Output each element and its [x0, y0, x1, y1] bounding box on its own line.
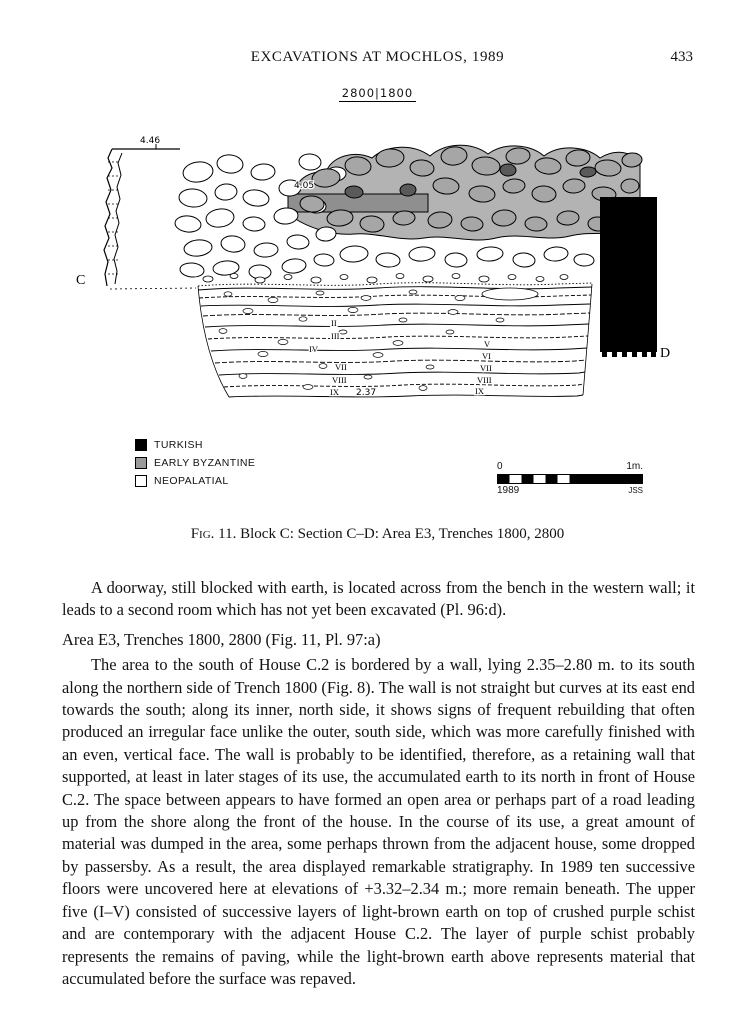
legend-label-neopalatial: NEOPALATIAL	[154, 475, 229, 487]
page-number: 433	[670, 49, 693, 65]
section-drawing	[58, 126, 698, 416]
stratigraphy-lines	[198, 283, 592, 397]
figure-caption	[0, 526, 755, 543]
running-head: EXCAVATIONS AT MOCHLOS, 1989	[250, 49, 505, 65]
section-heading: Area E3, Trenches 1800, 2800 (Fig. 11, Pl. 97:a)	[62, 629, 381, 649]
legend-swatch-turkish	[135, 439, 147, 451]
svg-text:V: V	[484, 339, 491, 349]
caption-text: Block C: Section C–D: Area E3, Trenches 1800, 2800	[236, 526, 565, 542]
svg-text:VI: VI	[482, 351, 491, 361]
svg-text:IX: IX	[330, 387, 339, 397]
section-letter-d: D	[660, 346, 671, 361]
paragraph-area-e3: The area to the south of House C.2 is bordered by a wall, lying 2.35–2.80 m. to its south along the northern side of Trench 1800 (Fig. 8). The wall is not straight but curves at its east end towards the south; along its inner, north side, it shows signs of frequent rebuilding that often produced an irregular face unlike the outer, south side, which was more carefully finished with an even, vertical face. The wall is probably to be identified, therefore, as a retaining wall that supported, at least in later stages of its use, the accumulated earth to its north in front of House C.2. The space between appears to have formed an open area or perhaps part of a road leading up from the shore along the front of the house. In the course of its use, a great amount of material was dumped in the area, some perhaps thrown from the adjacent house, some dropped by passersby. As a result, the area displayed remarkable stratigraphy. In 1989 ten successive floors were uncovered here at elevations of +3.32–2.34 m.; more remain beneath. The upper five (I–V) consisted of successive layers of light-brown earth on top of crushed purple schist and are contemporary with the adjacent House C.2. The layer of purple schist probably represents the remains of paving, while the light-brown earth above represents material that accumulated before the surface was repaved.	[62, 655, 695, 988]
elevation-bottom-label: 2.37	[356, 388, 377, 398]
scale-year-label: 1989	[497, 485, 520, 496]
scale-top-labels	[497, 461, 643, 473]
svg-text:VIII: VIII	[477, 375, 492, 385]
strata-numerals-right	[475, 339, 492, 396]
trench-numbers-label: 2800|1800	[0, 84, 755, 102]
scale-initials-label: JSS	[628, 486, 643, 495]
svg-text:VIII: VIII	[332, 375, 347, 385]
scale-one-meter-label: 1m.	[626, 461, 643, 472]
svg-text:IX: IX	[475, 386, 484, 396]
svg-text:IV: IV	[309, 344, 318, 354]
legend-label-turkish: TURKISH	[154, 439, 203, 451]
body-text	[62, 577, 695, 990]
legend-row-byzantine	[135, 454, 255, 472]
legend-swatch-byzantine	[135, 457, 147, 469]
turkish-wall-block	[600, 197, 657, 357]
svg-text:VII: VII	[335, 362, 347, 372]
svg-text:II: II	[331, 318, 337, 328]
legend-row-neopalatial	[135, 472, 255, 490]
legend-label-byzantine: EARLY BYZANTINE	[154, 457, 256, 469]
svg-text:III: III	[331, 331, 340, 341]
scale-bar-graphic	[497, 474, 643, 484]
svg-text:VII: VII	[480, 363, 492, 373]
scale-zero-label: 0	[497, 461, 503, 472]
soil-lens	[482, 288, 538, 300]
legend-row-turkish	[135, 436, 255, 454]
section-letter-c: C	[76, 273, 86, 288]
scale-bar	[497, 461, 643, 497]
elevation-mid-label: 4.05	[294, 181, 315, 191]
caption-figure-number: Fig. 11.	[190, 526, 237, 542]
elevation-top-label: 4.46	[140, 136, 161, 146]
figure-legend	[135, 436, 255, 490]
paragraph-doorway: A doorway, still blocked with earth, is located across from the bench in the western wall; it leads to a second room which has not yet been excavated (Pl. 96:d).	[62, 578, 695, 620]
scale-bottom-labels	[497, 485, 643, 497]
legend-swatch-neopalatial	[135, 475, 147, 487]
